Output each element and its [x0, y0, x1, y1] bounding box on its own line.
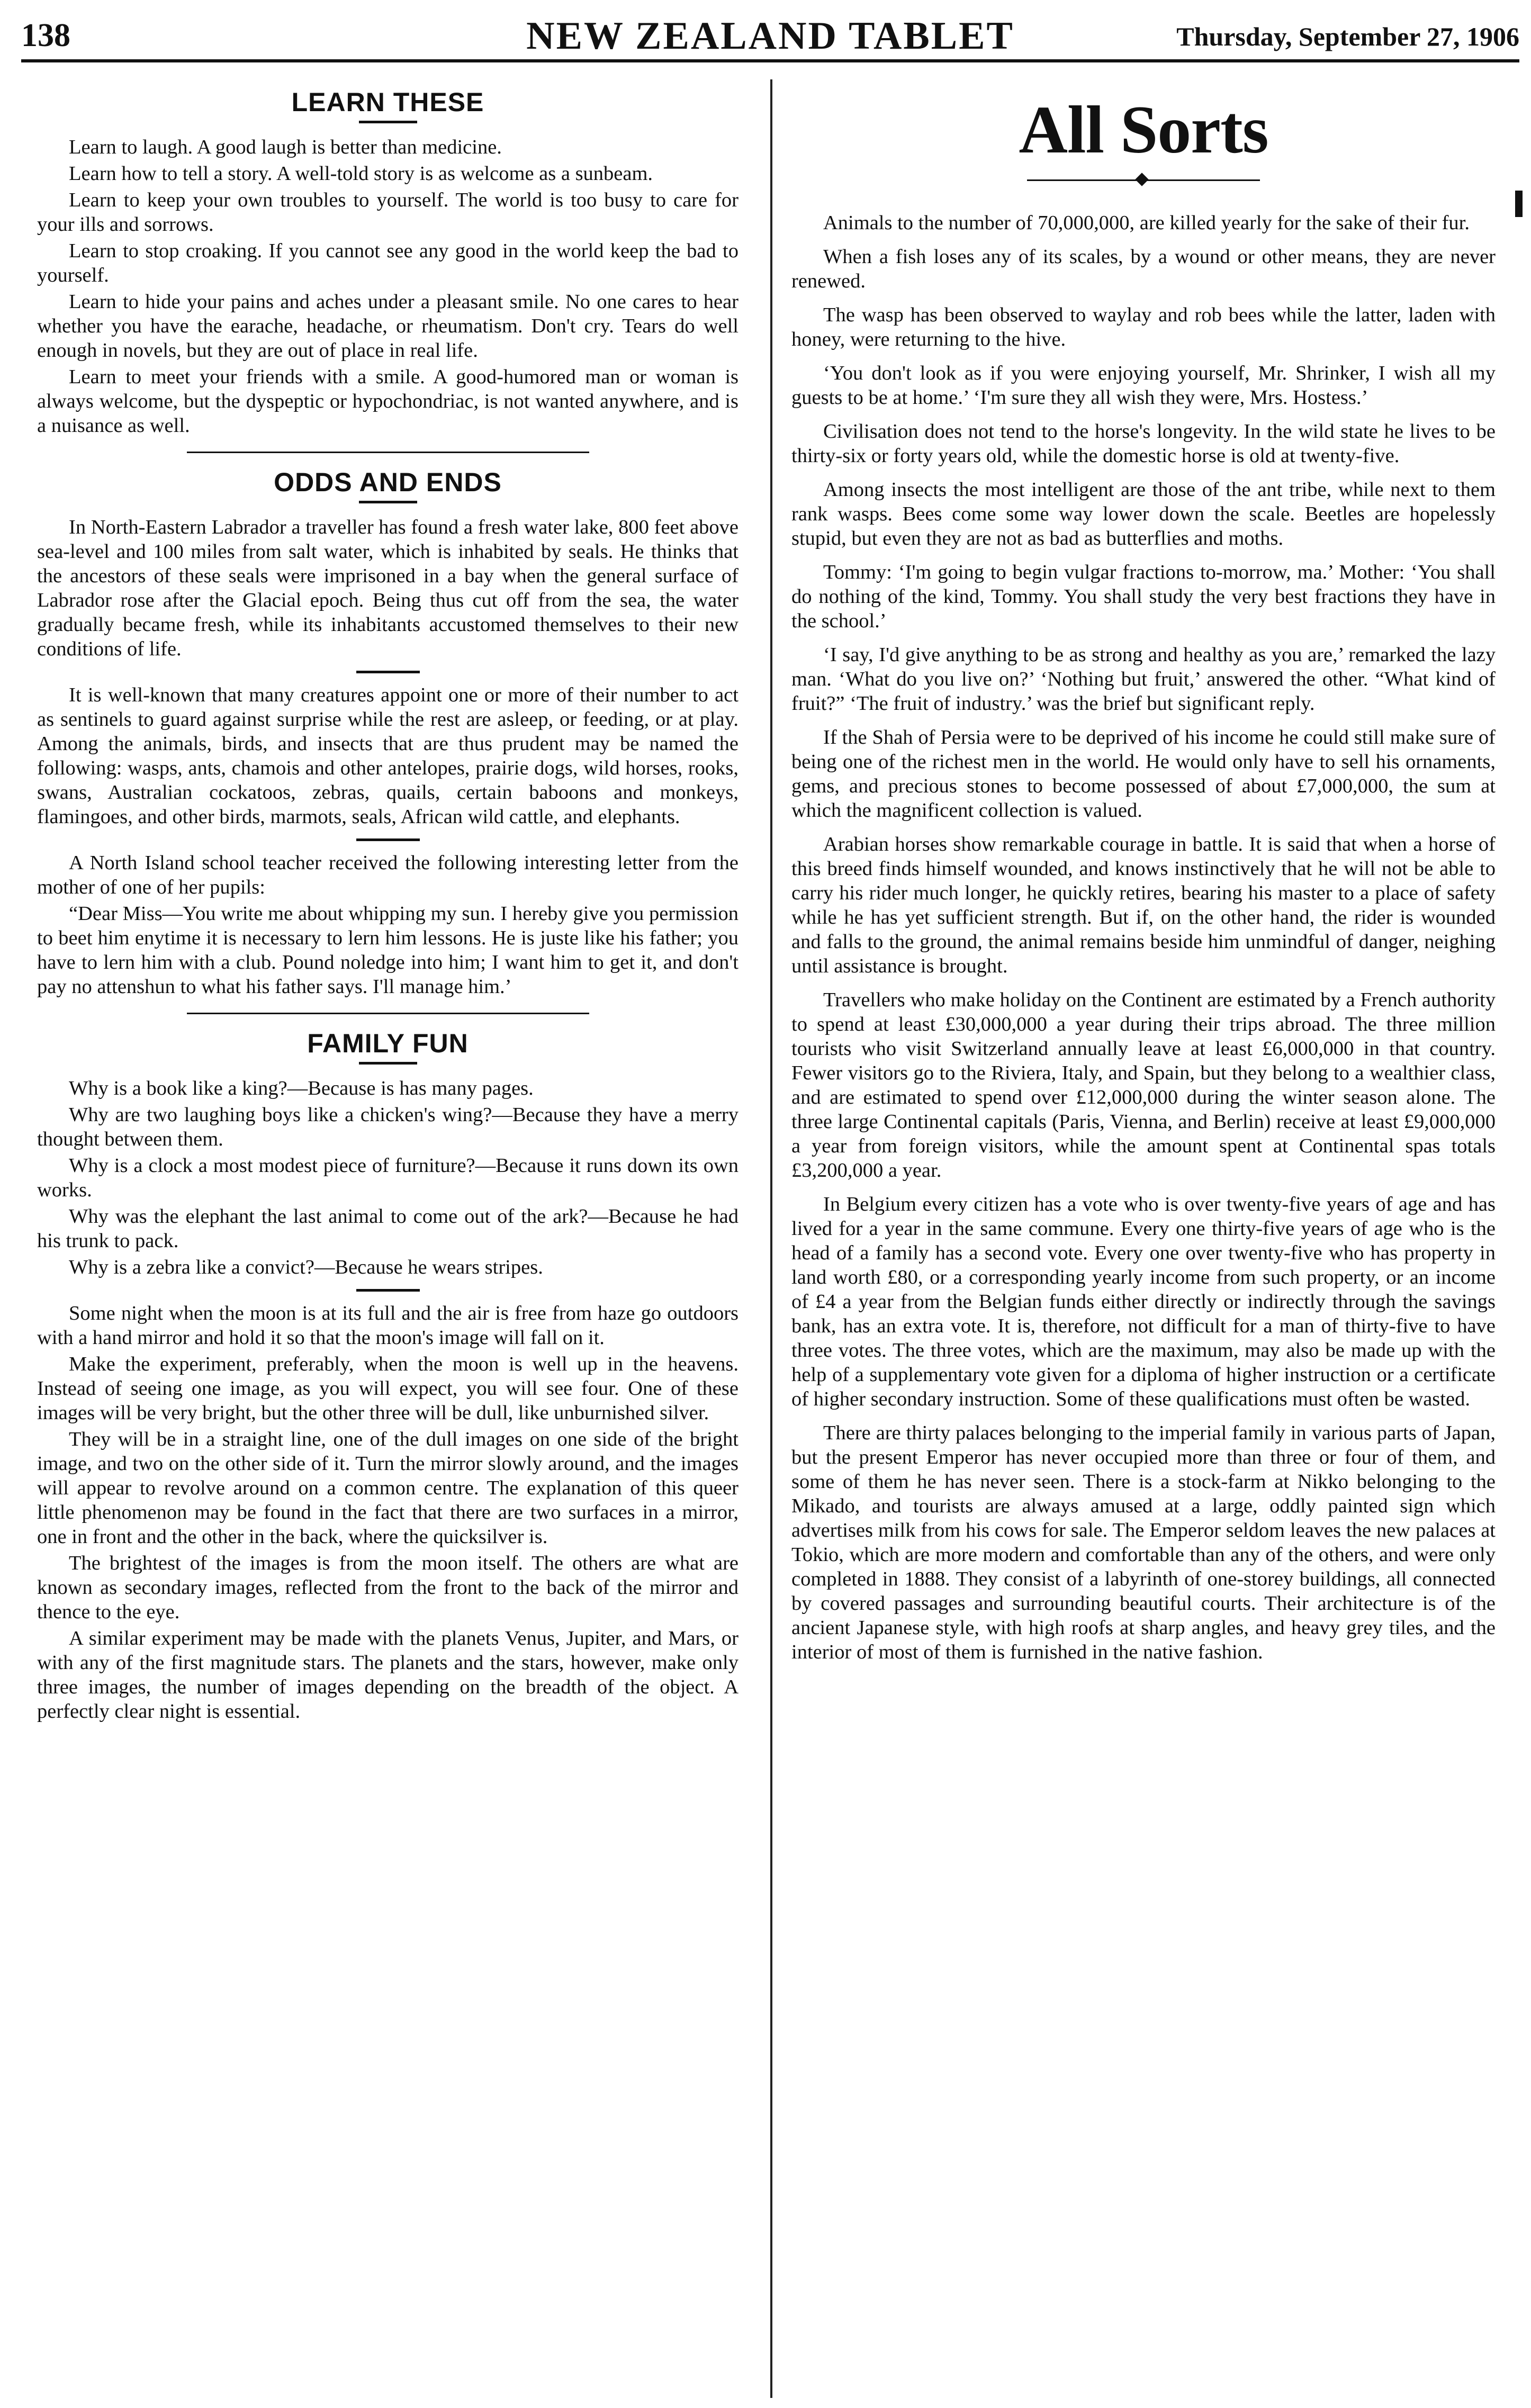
all-sorts-paragraph: If the Shah of Persia were to be deprived of his income he could still make sure of being one of the richest men in the world. He would only have to sell his ornaments, gems, and precious stones to become possessed of about £7,000,000, the sum at which the magnificent collection is valued. [791, 726, 1496, 822]
all-sorts-paragraph: ‘You don't look as if you were enjoying yourself, Mr. Shrinker, I wish all my guests to be at home.’ ‘I'm sure they all wish they were, Mrs. Hostess.’ [791, 362, 1496, 409]
all-sorts-paragraph: There are thirty palaces belonging to the imperial family in various parts of Japan, but the present Emperor has never occupied more than three or four of them, and some of them he has never seen. There is a stock-farm at Nikko belonging to the Mikado, and tourists are always amused at a large, oddly painted sign which advertises milk from his cows for sale. The Emperor seldom leaves the new palaces at Tokio, which are more modern and comfortable than any of the others, and were only completed in 1888. They consist of a labyrinth of one-storey buildings, all connected by covered passages and surrounding beautiful courts. Their architecture is of the ancient Japanese style, with high roofs at sharp angles, and heavy grey tiles, and the interior of most of them is furnished in the native fashion. [791, 1422, 1496, 1664]
odds-and-ends-paragraph: It is well-known that many creatures appoint one or more of their number to act as sentinels to guard against surprise while the rest are asleep, or feeding, or at play. Among the animals, birds, and insects that are thus prudent may be named the following: wasps, ants, chamois and other antelopes, prairie dogs, wild horses, rooks, swans, Australian cockatoos, zebras, quails, certain baboons and monkeys, flamingoes, and other birds, marmots, seals, African wild cattle, and elephants. [37, 684, 739, 828]
family-fun-paragraph: They will be in a straight line, one of the dull images on one side of the bright image, and two on the other side of it. Turn the mirror slowly around, and the images will appear to revolve around on a common centre. The explanation of this queer little phenomenon may be found in the fact that there are two surfaces in a mirror, one in front and the other in the back, where the quicksilver is. [37, 1428, 739, 1548]
all-sorts-paragraph: Travellers who make holiday on the Continent are estimated by a French authority to spend at least £30,000,000 a year during their trips abroad. The three million tourists who visit Switzerland annually leave at least £6,000,000 in that country. Fewer visitors go to the Riviera, Italy, and Spain, but they belong to a wealthier class, and are estimated to spend over £12,000,000 during the winter season alone. The three large Continental capitals (Paris, Vienna, and Berlin) receive at least £9,000,000 a year from foreign visitors, while the amount spent at Continental spas totals £3,200,000 a year. [791, 989, 1496, 1182]
all-sorts-paragraph: ‘I say, I'd give anything to be as strong and healthy as you are,’ remarked the lazy man. ‘What do you live on?’ ‘Nothing but fruit,’ answered the other. “What kind of fruit?” ‘The fruit of industry.’ was the brief but significant reply. [791, 644, 1496, 715]
all-sorts-paragraph: Tommy: ‘I'm going to begin vulgar fractions to-morrow, ma.’ Mother: ‘You shall do nothing of the kind, Tommy. You shall study the very best fractions they have in the school.’ [791, 561, 1496, 633]
learn-these-paragraph: Learn to keep your own troubles to yourself. The world is too busy to care for your ills and sorrows. [37, 189, 739, 236]
odds-and-ends-heading: ODDS AND ENDS [274, 467, 502, 497]
family-fun-paragraph: Some night when the moon is at its full and the air is free from haze go outdoors with a hand mirror and hold it so that the moon's image will fall on it. [37, 1302, 739, 1349]
learn-these-paragraph: Learn to laugh. A good laugh is better than medicine. [69, 136, 502, 158]
all-sorts-paragraph: The wasp has been observed to waylay and rob bees while the latter, laden with honey, were returning to the hive. [791, 304, 1496, 351]
riddle: Why is a clock a most modest piece of furniture?—Because it runs down its own works. [37, 1155, 739, 1201]
family-fun-heading: FAMILY FUN [307, 1029, 469, 1058]
odds-and-ends-paragraph: A North Island school teacher received the following interesting letter from the mother of one of her pupils: [37, 852, 739, 898]
section-separator [187, 1013, 589, 1014]
section-separator [187, 452, 589, 453]
column-divider [770, 79, 772, 2398]
family-fun-paragraph: A similar experiment may be made with the planets Venus, Jupiter, and Mars, or with any of the first magnitude stars. The planets and the stars, however, make only three images, the number of images depending on the breadth of the object. A perfectly clear night is essential. [37, 1627, 739, 1722]
riddle: Why was the elephant the last animal to come out of the ark?—Because he had his trunk to pack. [37, 1205, 739, 1252]
heading-rule [359, 1062, 417, 1065]
right-column [791, 73, 1496, 2400]
riddle: Why are two laughing boys like a chicken's wing?—Because they have a merry thought between them. [37, 1104, 739, 1150]
all-sorts-paragraph: Animals to the number of 70,000,000, are killed yearly for the sake of their fur. [823, 212, 1470, 235]
learn-these-paragraph: Learn to stop croaking. If you cannot see any good in the world keep the bad to yourself. [37, 240, 739, 286]
masthead [21, 12, 1519, 62]
all-sorts-paragraph: Arabian horses show remarkable courage in battle. It is said that when a horse of this breed finds himself wounded, and knows instinctively that he will not be able to carry his rider much longer, he quickly retires, bearing his master to a place of safety while he has yet sufficient strength. But if, on the other hand, the rider is wounded and falls to the ground, the animal remains beside him unmindful of danger, neighing until assistance is brought. [791, 833, 1496, 978]
family-fun-paragraph: Make the experiment, preferably, when the moon is well up in the heavens. Instead of seeing one image, as you will expect, you will see four. One of these images will be very bright, but the other three will be dull, like unburnished silver. [37, 1353, 739, 1424]
item-separator [356, 1289, 420, 1292]
edge-mark [1515, 191, 1523, 217]
newspaper-title: NEW ZEALAND TABLET [526, 14, 1014, 58]
riddle: Why is a zebra like a convict?—Because he wears stripes. [69, 1256, 543, 1278]
learn-these-paragraph: Learn how to tell a story. A well-told story is as welcome as a sunbeam. [69, 163, 653, 185]
learn-these-paragraph: Learn to hide your pains and aches under a pleasant smile. No one cares to hear whether you have the earache, headache, or rheumatism. Don't cry. Tears do well enough in novels, but they are out of place in real life. [37, 291, 739, 362]
item-separator [356, 671, 420, 673]
odds-and-ends-letter: “Dear Miss—You write me about whipping my sun. I hereby give you permission to beet him enytime it is necessary to lern him lessons. He is juste like his father; you have to lern him with a club. Pound noledge into him; I want him to get it, and don't pay no attenshun to what his father says. I'll manage him.’ [37, 903, 739, 998]
riddle: Why is a book like a king?—Because is has many pages. [69, 1077, 534, 1099]
issue-date: Thursday, September 27, 1906 [1176, 22, 1519, 51]
page-number: 138 [21, 17, 70, 53]
diamond-ornament-icon [1135, 173, 1148, 186]
learn-these-paragraph: Learn to meet your friends with a smile. A good-humored man or woman is always welcome, but the dyspeptic or hypochondriac, is not wanted anywhere, and is a nuisance as well. [37, 366, 739, 437]
family-fun-paragraph: The brightest of the images is from the moon itself. The others are what are known as secondary images, reflected from the front to the back of the mirror and thence to the eye. [37, 1552, 739, 1623]
all-sorts-title: All Sorts [1019, 92, 1268, 167]
all-sorts-paragraph: In Belgium every citizen has a vote who is over twenty-five years of age and has lived for a year in the same commune. Every one thirty-five years of age who is the head of a family has a second vote. Every one over twenty-five who has property in land worth £80, or a corresponding yearly income from such property, or an income of £4 a year from the Belgian funds either directly or indirectly through the savings bank, has an extra vote. It is, therefore, not difficult for a man of thirty-five to have three votes. The three votes, which are the maximum, may also be made up with the help of a supplementary vote given for a diploma of higher instruction or a certificate of higher secondary instruction. Some of these qualifications must often be wasted. [791, 1193, 1496, 1411]
all-sorts-paragraph: Civilisation does not tend to the horse's longevity. In the wild state he lives to be thirty-six or forty years old, while the domestic horse is old at twenty-five. [791, 420, 1496, 467]
left-column [37, 73, 739, 2400]
heading-rule [359, 121, 417, 123]
odds-and-ends-paragraph: In North-Eastern Labrador a traveller has found a fresh water lake, 800 feet above sea-level and 100 miles from salt water, which is inhabited by seals. He thinks that the ancestors of these seals were imprisoned in a bay when the general surface of Labrador rose after the Glacial epoch. Being thus cut off from the sea, the water gradually became fresh, while its inhabitants accustomed themselves to their new conditions of life. [37, 516, 739, 660]
title-ornament [1027, 174, 1260, 186]
all-sorts-paragraph: Among insects the most intelligent are those of the ant tribe, while next to them rank wasps. Bees come some way lower down the scale. Beetles are hopelessly stupid, but even they are not as bad as butterflies and moths. [791, 479, 1496, 550]
heading-rule [359, 501, 417, 503]
learn-these-heading: LEARN THESE [291, 87, 484, 117]
item-separator [356, 838, 420, 841]
masthead-rule [21, 59, 1519, 62]
all-sorts-paragraph: When a fish loses any of its scales, by a wound or other means, they are never renewed. [791, 246, 1496, 293]
